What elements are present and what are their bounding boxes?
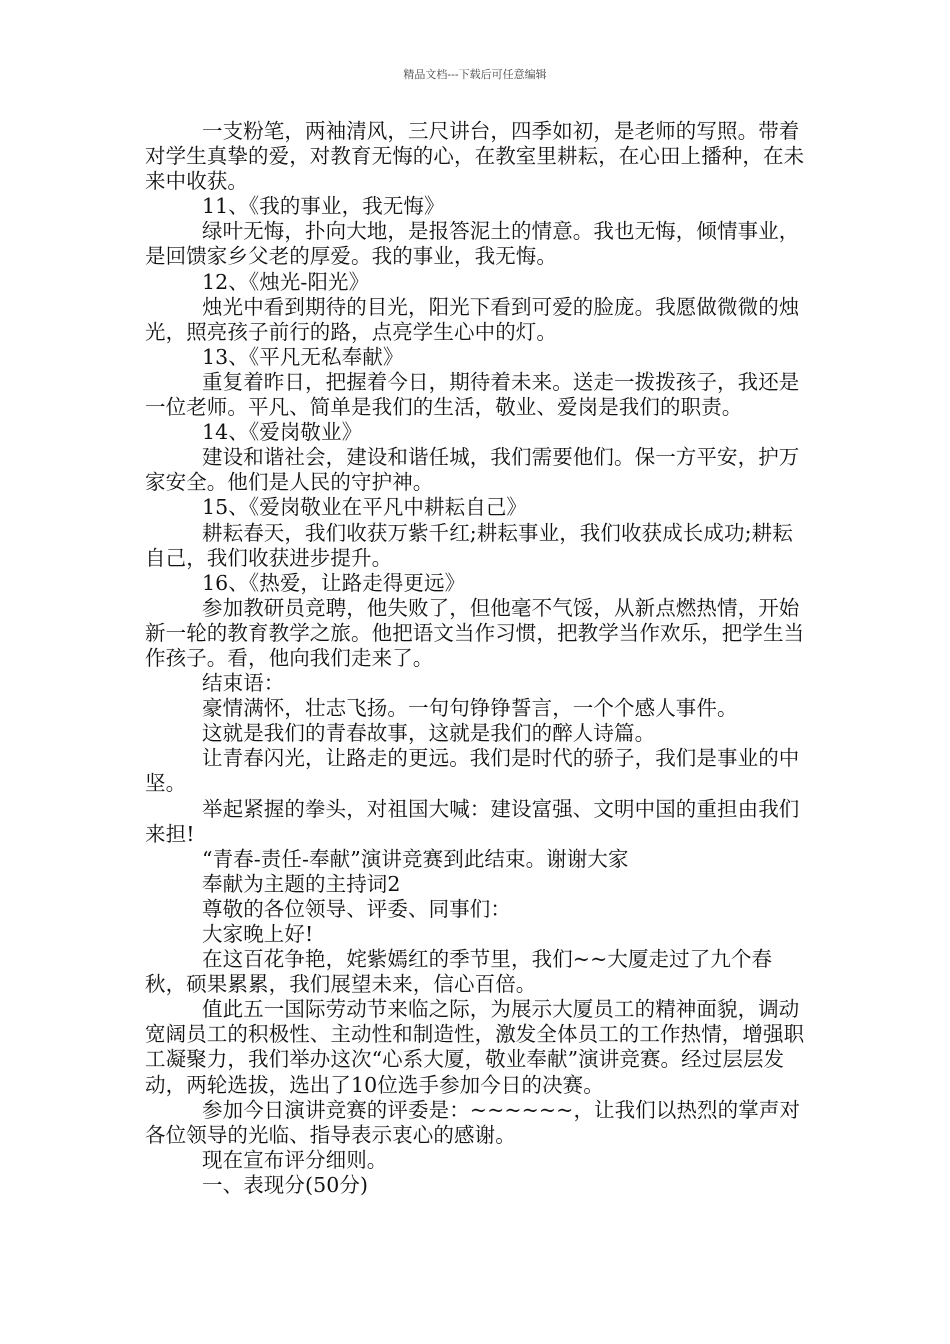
paragraph: 结束语：: [202, 671, 285, 696]
paragraph: 建设和谐社会，建设和谐任城，我们需要他们。保一方平安，护万家安全。他们是人民的守护神。: [145, 445, 800, 495]
paragraph: 耕耘春天，我们收获万紫千红;耕耘事业，我们收获成长成功;耕耘自己，我们收获进步提升。: [145, 520, 793, 570]
paragraph: 在这百花争艳，姹紫嫣红的季节里，我们~~大厦走过了九个春秋，硕果累累，我们展望未来，信心百倍。: [145, 947, 773, 997]
paragraph: 12、《烛光-阳光》: [202, 269, 370, 294]
paragraph: 参加今日演讲竞赛的评委是：~~~~~~，让我们以热烈的掌声对各位领导的光临、指导表示衷心的感谢。: [145, 1097, 801, 1147]
paragraph: 一支粉笔，两袖清风，三尺讲台，四季如初，是老师的写照。带着对学生真挚的爱，对教育无悔的心，在教室里耕耘，在心田上播种，在未来中收获。: [145, 119, 805, 194]
paragraph: 举起紧握的拳头，对祖国大喊：建设富强、文明中国的重担由我们来担!: [145, 796, 800, 846]
paragraph: 16、《热爱，让路走得更远》: [202, 570, 466, 595]
paragraph: 烛光中看到期待的目光，阳光下看到可爱的脸庞。我愿做微微的烛光，照亮孩子前行的路，点亮学生心中的灯。: [145, 294, 800, 344]
document-body: [145, 119, 811, 1198]
paragraph: 豪情满怀，壮志飞扬。一句句铮铮誓言，一个个感人事件。: [202, 696, 738, 721]
paragraph: 14、《爱岗敬业》: [202, 420, 363, 445]
paragraph: 值此五一国际劳动节来临之际，为展示大厦员工的精神面貌，调动宽阔员工的积极性、主动性和制造性，激发全体员工的工作热情，增强职工凝聚力，我们举办这次“心系大厦，敬业奉献”演讲竞赛。经过层层发动，两轮选拔，选出了10位选手参加今日的决赛。: [145, 997, 805, 1097]
paragraph: 11、《我的事业，我无悔》: [202, 194, 445, 219]
page-header: 精品文档---下载后可任意编辑: [403, 68, 547, 81]
paragraph: 让青春闪光，让路走的更远。我们是时代的骄子，我们是事业的中坚。: [145, 746, 800, 796]
paragraph: 重复着昨日，把握着今日，期待着未来。送走一拨拨孩子，我还是一位老师。平凡、简单是我们的生活，敬业、爱岗是我们的职责。: [145, 369, 800, 420]
paragraph: 奉献为主题的主持词2: [202, 871, 401, 896]
paragraph: 大家晚上好!: [202, 922, 314, 946]
paragraph: 现在宣布评分细则。: [202, 1147, 388, 1172]
paragraph: 一、表现分(50分): [202, 1172, 369, 1197]
paragraph: “青春-责任-奉献”演讲竞赛到此结束。谢谢大家: [202, 846, 629, 871]
paragraph: 15、《爱岗敬业在平凡中耕耘自己》: [202, 495, 528, 520]
paragraph: 这就是我们的青春故事，这就是我们的醉人诗篇。: [202, 721, 656, 746]
paragraph: 尊敬的各位领导、评委、同事们：: [202, 896, 511, 921]
paragraph: 参加教研员竞聘，他失败了，但他毫不气馁，从新点燃热情，开始新一轮的教育教学之旅。他把语文当作习惯，把教学当作欢乐，把学生当作孩子。看，他向我们走来了。: [145, 595, 805, 670]
paragraph: 13、《平凡无私奉献》: [202, 344, 404, 369]
paragraph: 绿叶无悔，扑向大地，是报答泥土的情意。我也无悔，倾情事业，是回馈家乡父老的厚爱。我的事业，我无悔。: [145, 219, 800, 269]
